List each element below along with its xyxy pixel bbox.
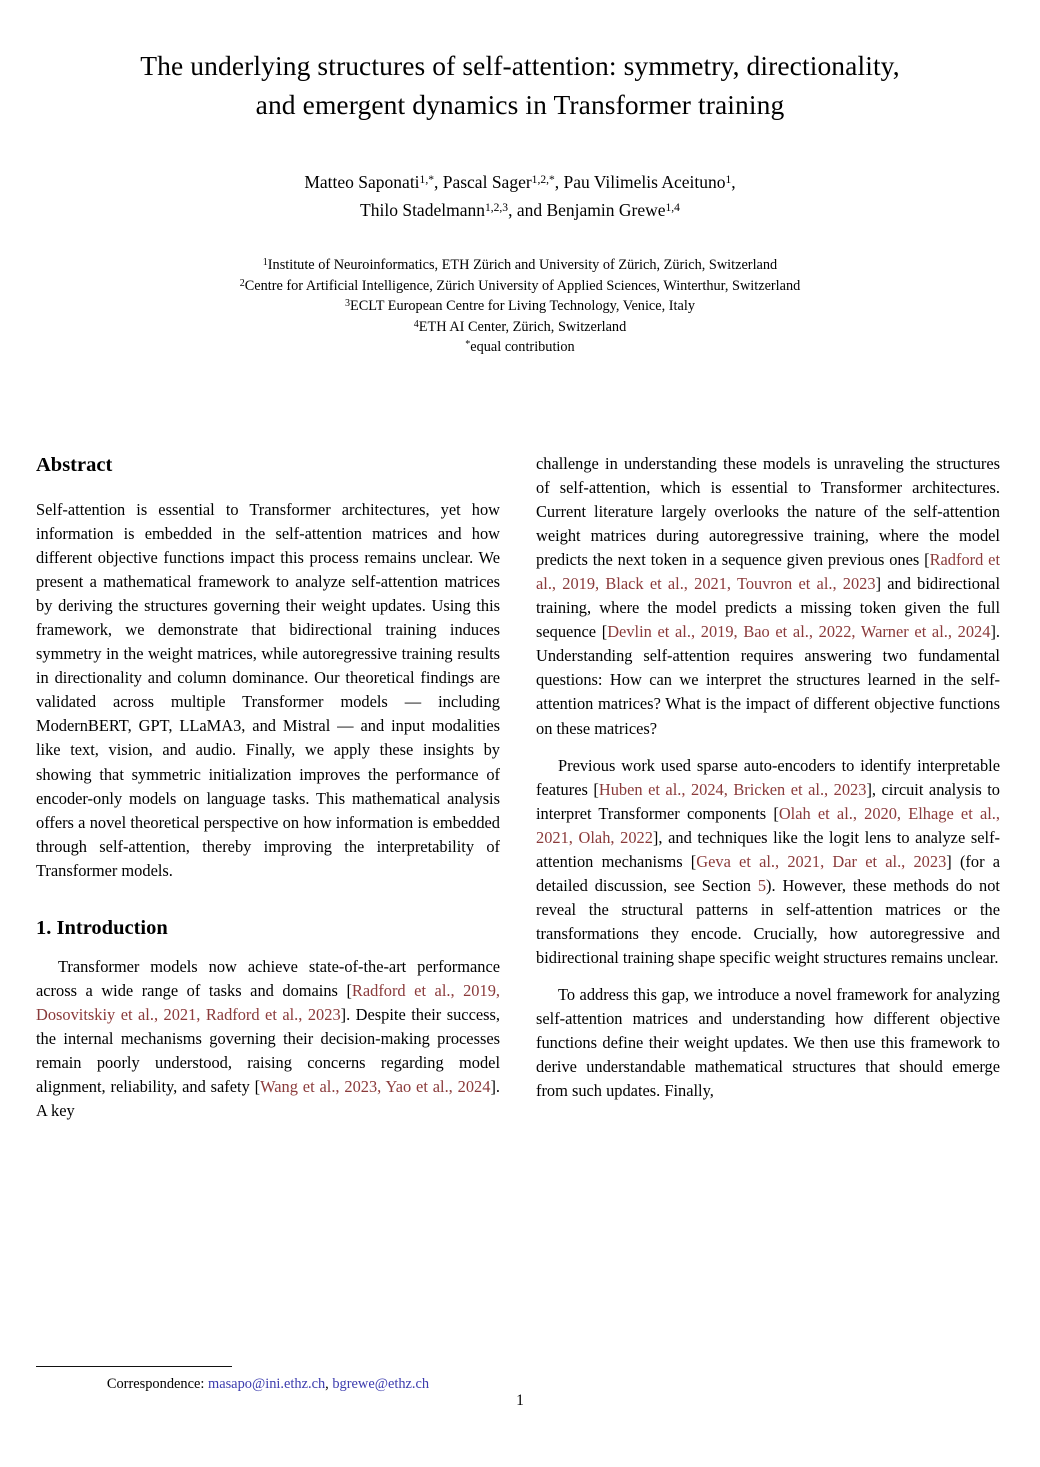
- introduction-paragraph-1: [36, 955, 500, 1123]
- author-line1-trailing: ,: [731, 172, 736, 192]
- footnote-block: [36, 1366, 500, 1394]
- affiliation-list: [40, 255, 1000, 358]
- right-p2-text-b: ], circuit analysis to interpret Transformer components [: [536, 779, 1000, 823]
- author-name-sager: , Pascal Sager: [433, 172, 532, 192]
- right-p1-text-a: challenge in understanding these models is unraveling the structures of self-attention, which is essential to Transformer architectures. Current literature largely overlooks the nature of the self-attention weight matrices during autoregressive training, where the model predicts the next token in a sequence given previous ones [: [536, 454, 1000, 570]
- affiliation-item-2: [40, 276, 1000, 297]
- author-affil-marker-saponati: 1,*: [419, 174, 434, 187]
- intro-p1-text-c: ]. A key: [36, 1076, 500, 1121]
- left-column: [36, 452, 500, 1123]
- right-p2-text-a: Previous work used sparse auto-encoders to identify interpretable features [: [536, 755, 1000, 799]
- affiliation-text-3: ECLT European Centre for Living Technology, Venice, Italy: [350, 298, 695, 315]
- correspondence-separator: ,: [325, 1376, 333, 1392]
- author-affil-marker-aceituno: 1: [725, 174, 732, 187]
- author-name-saponati: Matteo Saponati: [304, 172, 420, 192]
- correspondence-label: Correspondence:: [106, 1376, 205, 1392]
- title-line-2: and emergent dynamics in Transformer training: [255, 89, 785, 120]
- author-affil-marker-sager: 1,2,*: [531, 174, 555, 187]
- right-p2-text-c: ], and techniques like the logit lens to analyze self-attention mechanisms [: [536, 827, 1000, 871]
- author-name-aceituno: , Pau Vilimelis Aceituno: [554, 172, 726, 192]
- intro-p1-text-b: ]. Despite their success, the internal mechanisms governing their decision-making processes remain poorly understood, raising concerns regarding model alignment, reliability, and safety [: [36, 1004, 500, 1096]
- introduction-heading: 1. Introduction: [36, 916, 168, 939]
- author-line-2: [40, 196, 1000, 224]
- right-p2-text-d: ] (for a detailed discussion, see Section: [536, 851, 1001, 895]
- affiliation-text-5: equal contribution: [470, 339, 575, 356]
- right-column: [536, 452, 1000, 1103]
- affiliation-marker-5: *: [465, 339, 471, 351]
- page-title: [40, 46, 1000, 124]
- affiliation-marker-4: 4: [413, 318, 419, 330]
- citation-olah-elhage[interactable]: Olah et al., 2020, Elhage et al., 2021, Olah, 2022: [536, 803, 1000, 847]
- right-paragraph-2: [536, 754, 1000, 970]
- right-p1-text-c: ]. Understanding self-attention requires answering two fundamental questions: How can we interpret the structures learned in the self-attention matrices? What is the impact of different objective functions on these matrices?: [536, 622, 1000, 738]
- right-p1-text-b: ] and bidirectional training, where the model predicts a missing token given the full sequence [: [536, 574, 1000, 642]
- affiliation-item-5: [40, 337, 1000, 358]
- abstract-heading: Abstract: [36, 454, 113, 476]
- affiliation-marker-1: 1: [262, 257, 268, 268]
- footnote-divider: [36, 1366, 232, 1367]
- title-line-1: The underlying structures of self-attention: symmetry, directionality,: [140, 50, 900, 81]
- citation-radford-black-touvron[interactable]: Radford et al., 2019, Black et al., 2021, Touvron et al., 2023: [536, 550, 1000, 594]
- author-affil-marker-grewe: 1,4: [665, 202, 680, 215]
- correspondence-email-2[interactable]: bgrewe@ethz.ch: [332, 1376, 430, 1392]
- abstract-body: Self-attention is essential to Transformer architectures, yet how information is embedded in the self-attention matrices and how different objective functions impact this process remains unclear. We present a mathematical framework to analyze self-attention matrices by deriving the structures governing their weight updates. Using this framework, we demonstrate that bidirectional training induces symmetry in the weight matrices, while autoregressive training results in directionality and column dominance. Our theoretical findings are validated across multiple Transformer models — including ModernBERT, GPT, LLaMA3, and Mistral — and input modalities like text, vision, and audio. Finally, we apply these insights by showing that symmetric initialization improves the performance of encoder-only models on language tasks. This mathematical analysis offers a novel theoretical perspective on how information is embedded through self-attention, thereby improving the interpretability of Transformer models.: [36, 500, 500, 880]
- citation-huben-bricken[interactable]: Huben et al., 2024, Bricken et al., 2023: [598, 779, 867, 799]
- right-paragraph-1: [536, 452, 1000, 741]
- section-reference-5[interactable]: 5: [757, 875, 767, 895]
- affiliation-item-4: [40, 317, 1000, 338]
- citation-geva-dar[interactable]: Geva et al., 2021, Dar et al., 2023: [696, 851, 947, 871]
- affiliation-marker-3: 3: [345, 298, 351, 310]
- citation-wang-yao[interactable]: Wang et al., 2023, Yao et al., 2024: [260, 1076, 491, 1096]
- intro-p1-text-a: Transformer models now achieve state-of-the-art performance across a wide range of tasks and domains [: [36, 956, 500, 1000]
- author-affil-marker-stadelmann: 1,2,3: [484, 202, 509, 215]
- citation-devlin-bao-warner[interactable]: Devlin et al., 2019, Bao et al., 2022, Warner et al., 2024: [607, 622, 991, 642]
- correspondence-note: [36, 1374, 500, 1394]
- author-name-stadelmann: Thilo Stadelmann: [360, 200, 485, 220]
- author-line-1: [40, 168, 1000, 196]
- affiliation-text-1: Institute of Neuroinformatics, ETH Zürich and University of Zürich, Zürich, Switzerland: [267, 257, 778, 273]
- right-p2-text-e: ). However, these methods do not reveal the structural patterns in self-attention matrices or the transformations they encode. Crucially, how autoregressive and bidirectional training shape specific weight structures remains unclear.: [536, 875, 1000, 967]
- affiliation-item-3: [40, 296, 1000, 317]
- right-paragraph-3: To address this gap, we introduce a novel framework for analyzing self-attention matrices and understanding how different objective functions define their weight updates. We then use this framework to derive understandable mathematical structures that should emerge from such updates. Finally,: [536, 984, 1000, 1101]
- affiliation-item-1: [40, 255, 1000, 276]
- correspondence-email-1[interactable]: masapo@ini.ethz.ch: [208, 1376, 326, 1392]
- author-name-grewe: , and Benjamin Grewe: [508, 200, 666, 220]
- citation-radford-dosovitskiy[interactable]: Radford et al., 2019, Dosovitskiy et al., 2021, Radford et al., 2023: [36, 980, 500, 1024]
- affiliation-text-4: ETH AI Center, Zürich, Switzerland: [418, 318, 627, 335]
- affiliation-text-2: Centre for Artificial Intelligence, Zürich University of Applied Sciences, Winterthur, Switzerland: [244, 277, 801, 294]
- affiliation-marker-2: 2: [239, 277, 245, 289]
- page-number: 1: [516, 1392, 524, 1409]
- title-block: [40, 46, 1000, 124]
- author-list: [40, 168, 1000, 224]
